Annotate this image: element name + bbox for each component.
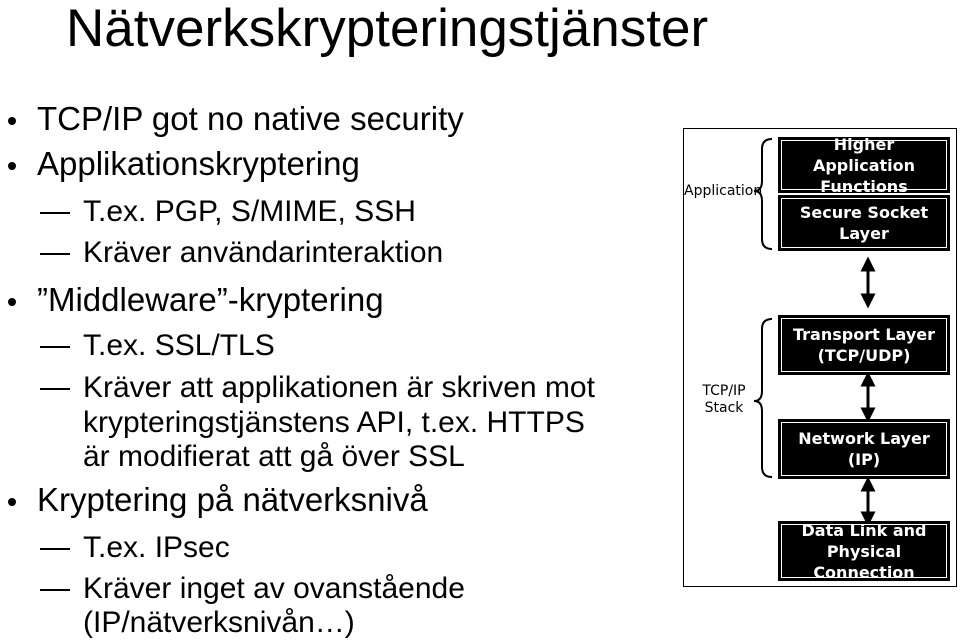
layer-label: Transport Layer: [793, 325, 935, 344]
layer-label: Secure Socket: [799, 203, 929, 222]
list-item-continuation: krypteringstjänstens API, t.ex. HTTPS: [83, 406, 585, 439]
layer-label: Physical Connection: [813, 541, 915, 582]
sub-bullet-dash: [40, 253, 70, 255]
bullet-dot: [8, 298, 16, 306]
list-item-continuation: är modifierat att gå över SSL: [83, 440, 465, 473]
layer-label: Network Layer: [798, 429, 930, 448]
sub-bullet-dash: [40, 548, 70, 550]
sub-bullet-dash: [40, 589, 70, 591]
tcpip-label-line1: TCP/IP: [702, 383, 746, 399]
layer-label: Data Link and: [801, 520, 927, 540]
layer-data-link: [778, 521, 950, 581]
list-item: T.ex. PGP, S/MIME, SSH: [83, 195, 416, 228]
list-item: T.ex. IPsec: [83, 531, 230, 564]
sub-bullet-dash: [40, 346, 70, 348]
sub-bullet-dash: [40, 388, 70, 390]
layer-label: (TCP/UDP): [817, 346, 911, 365]
tcpip-label-line2: Stack: [704, 400, 744, 416]
list-item: Kräver att applikationen är skriven mot: [83, 371, 595, 404]
list-item: Kryptering på nätverksnivå: [37, 481, 428, 518]
list-item: TCP/IP got no native security: [37, 100, 464, 137]
layer-label: Functions: [820, 176, 908, 196]
tcpip-bracket: [754, 319, 772, 477]
sub-bullet-dash: [40, 212, 70, 214]
bullet-dot: [8, 162, 16, 170]
list-item: ”Middleware”-kryptering: [37, 281, 384, 318]
layer-label: Layer: [839, 224, 889, 243]
list-item-continuation: (IP/nätverksnivån…): [83, 606, 355, 639]
layer-network: [778, 419, 950, 479]
layer-higher-application: [778, 134, 950, 196]
layer-label: (IP): [847, 450, 881, 469]
application-label: Application: [684, 183, 763, 199]
list-item: Kräver inget av ovanstående: [83, 572, 465, 605]
protocol-stack-figure: [683, 128, 957, 587]
layer-secure-socket: [778, 195, 950, 251]
slide-title: Nätverkskrypteringstjänster: [66, 0, 709, 58]
list-item: T.ex. SSL/TLS: [83, 329, 275, 362]
layer-transport: [778, 315, 950, 375]
bullet-dot: [8, 117, 16, 125]
tcpip-stack-label: [698, 383, 750, 417]
list-item: Applikationskryptering: [37, 145, 360, 182]
bullet-dot: [8, 498, 16, 506]
layer-label: Higher Application: [812, 134, 916, 175]
list-item: Kräver användarinteraktion: [83, 236, 444, 269]
